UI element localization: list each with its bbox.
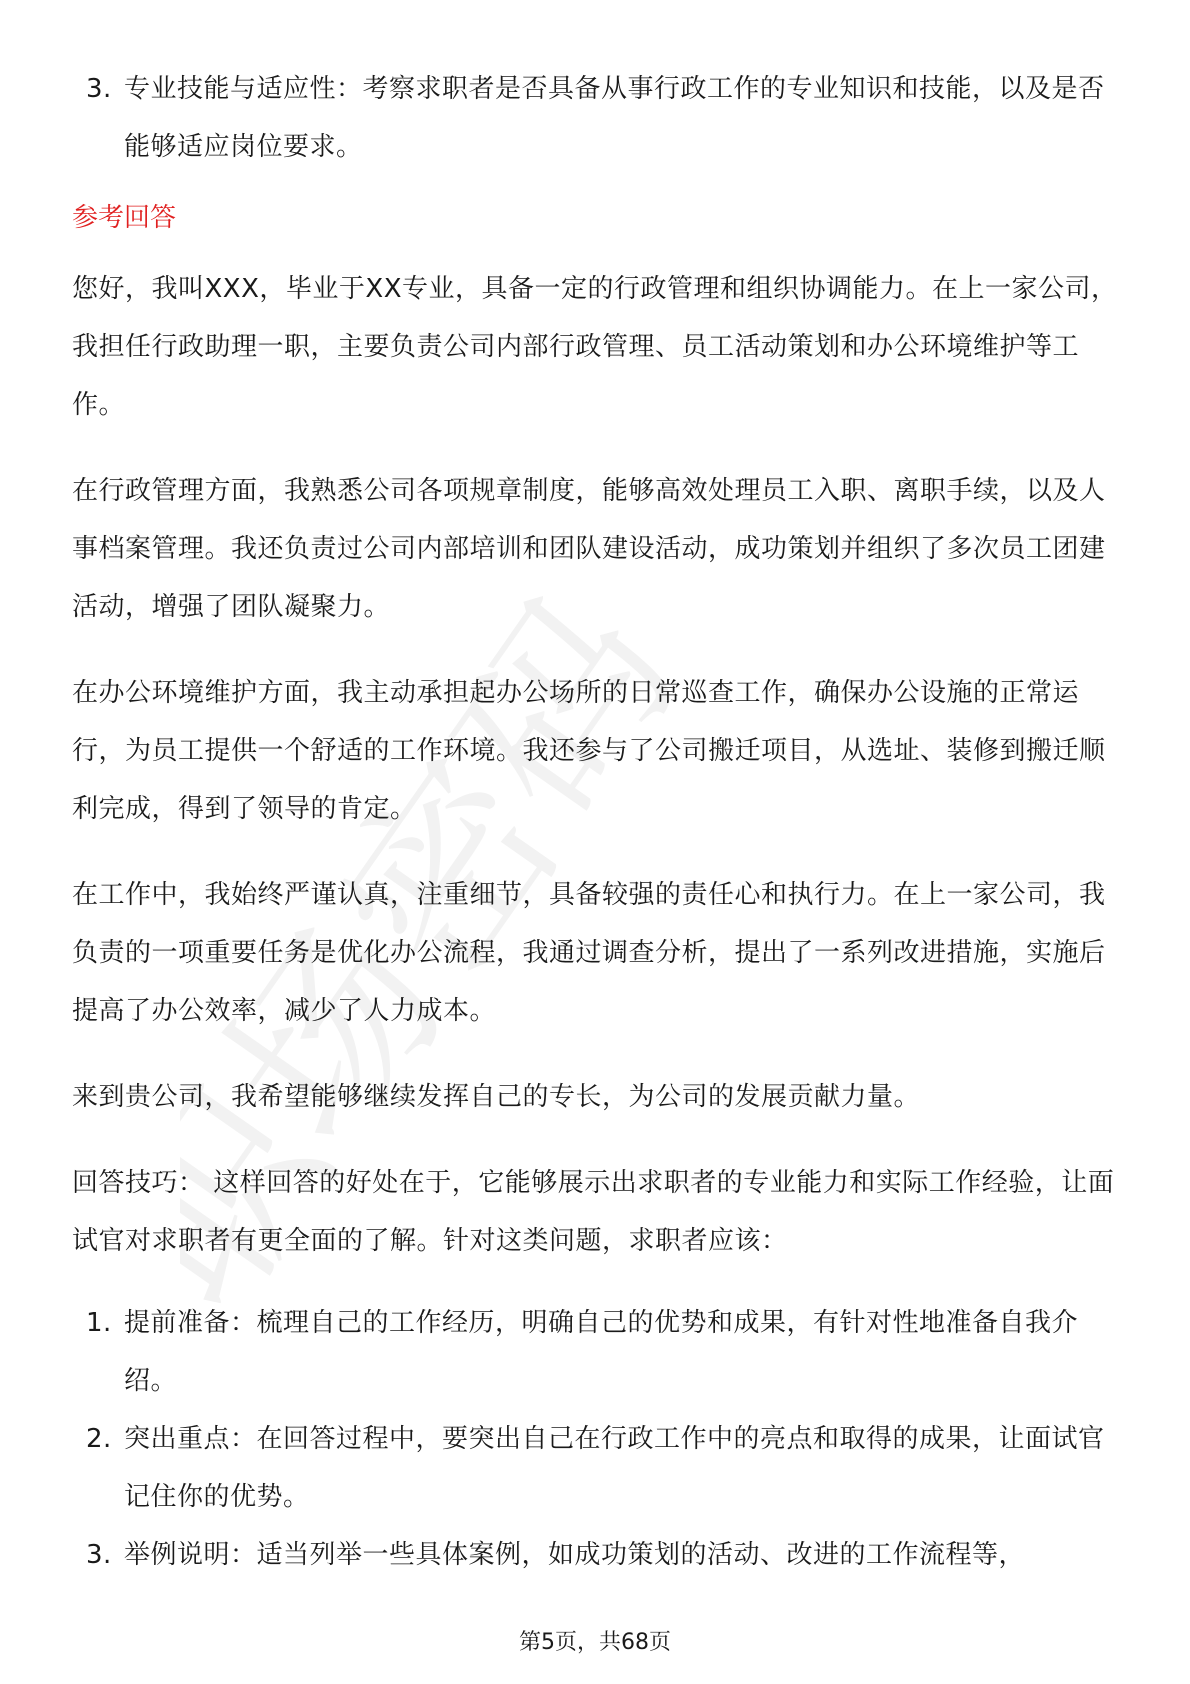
paragraph-office: 在办公环境维护方面，我主动承担起办公场所的日常巡查工作，确保办公设施的正常运行，为员工提供一个舒适的工作环境。我还参与了公司搬迁项目，从选址、装修到搬迁顺利完成，得到了领导的肯定。 xyxy=(72,678,1106,824)
list-text: 提前准备：梳理自己的工作经历，明确自己的优势和成果，有针对性地准备自我介绍。 xyxy=(124,1308,1079,1396)
watermark-text: 职场密码 xyxy=(180,558,719,1348)
list-item xyxy=(72,1526,1122,1584)
list-item xyxy=(72,60,1122,176)
list-text: 突出重点：在回答过程中，要突出自己在行政工作中的亮点和取得的成果，让面试官记住你的优势。 xyxy=(124,1424,1105,1512)
paragraph-work: 在工作中，我始终严谨认真，注重细节，具备较强的责任心和执行力。在上一家公司，我负责的一项重要任务是优化办公流程，我通过调查分析，提出了一系列改进措施，实施后提高了办公效率，减少了人力成本。 xyxy=(72,880,1106,1026)
tips-list xyxy=(72,1294,1122,1584)
paragraph-closing: 来到贵公司，我希望能够继续发挥自己的专长，为公司的发展贡献力量。 xyxy=(72,1082,921,1112)
paragraph-tips: 回答技巧： 这样回答的好处在于，它能够展示出求职者的专业能力和实际工作经验，让面试官对求职者有更全面的了解。针对这类问题，求职者应该： xyxy=(72,1168,1115,1256)
page-number: 第5页，共68页 xyxy=(519,1630,671,1655)
list-number: 1. xyxy=(86,1308,112,1338)
document-page xyxy=(72,60,1122,1584)
paragraph-intro: 您好，我叫XXX，毕业于XX专业，具备一定的行政管理和组织协调能力。在上一家公司，我担任行政助理一职，主要负责公司内部行政管理、员工活动策划和办公环境维护等工作。 xyxy=(72,274,1118,420)
list-item xyxy=(72,1294,1122,1410)
criteria-list xyxy=(72,60,1122,176)
paragraph-admin: 在行政管理方面，我熟悉公司各项规章制度，能够高效处理员工入职、离职手续，以及人事档案管理。我还负责过公司内部培训和团队建设活动，成功策划并组织了多次员工团建活动，增强了团队凝聚力。 xyxy=(72,476,1106,622)
list-item xyxy=(72,1410,1122,1526)
list-text: 专业技能与适应性：考察求职者是否具备从事行政工作的专业知识和技能，以及是否能够适应岗位要求。 xyxy=(124,74,1105,162)
list-number: 3. xyxy=(86,1540,112,1570)
list-text: 举例说明：适当列举一些具体案例，如成功策划的活动、改进的工作流程等， xyxy=(124,1540,1026,1570)
section-heading: 参考回答 xyxy=(72,203,177,233)
list-number: 2. xyxy=(86,1424,112,1454)
list-number: 3. xyxy=(86,74,112,104)
